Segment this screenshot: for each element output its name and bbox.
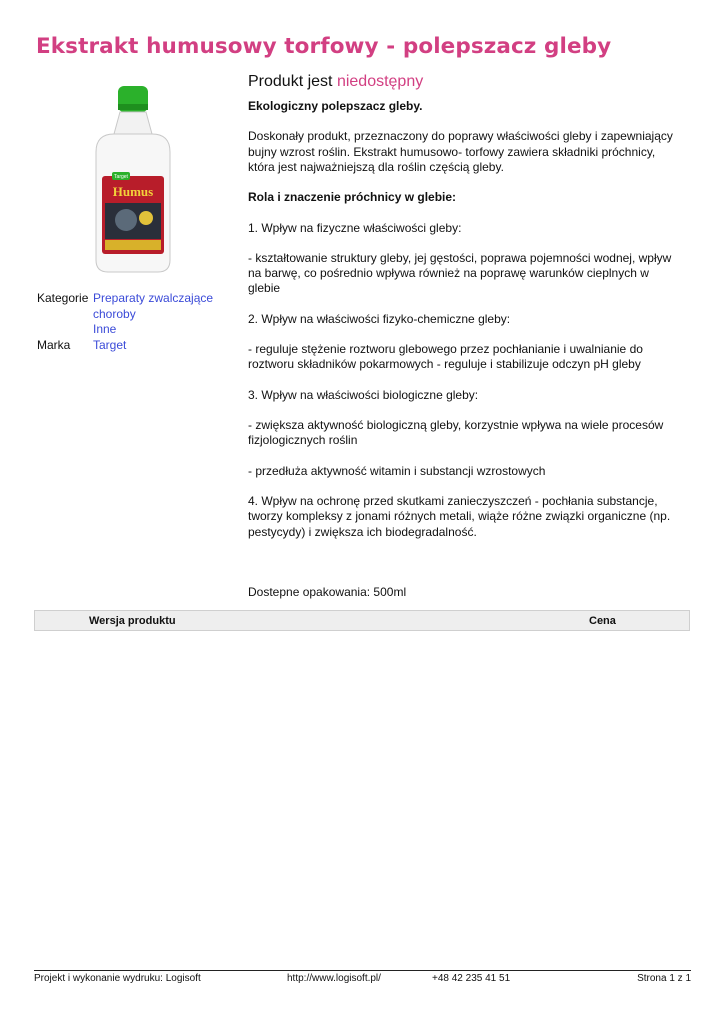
brand-badge-text: Target (114, 174, 128, 180)
description-paragraph: 4. Wpływ na ochronę przed skutkami zanieczyszczeń - pochłania substancje, tworzy kompleksy z jonami różnych metali, wiąże różne związki organiczne (np. pestycydy) i zwiększa ich biodegradalność. (248, 494, 671, 539)
description-paragraph: - zwiększa aktywność biologiczną gleby, korzystnie wpływa na wiele procesów fizjologicznych roślin (248, 418, 664, 448)
brand-label: Marka (37, 337, 71, 352)
bottle-illustration (82, 82, 182, 280)
category-link[interactable]: Inne (93, 322, 117, 336)
product-meta (37, 291, 213, 353)
footer-page-number: Strona 1 z 1 (637, 973, 691, 984)
footer-phone: +48 42 235 41 51 (432, 973, 511, 984)
category-label: Kategorie (37, 291, 89, 305)
product-description (248, 71, 693, 601)
description-paragraph: - reguluje stężenie roztworu glebowego przez pochłanianie i uwalnianie do roztworu składników pokarmowych - reguluje i stabilizuje odczyn pH gleby (248, 342, 643, 372)
page-footer (34, 970, 691, 987)
page-title: Ekstrakt humusowy torfowy - polepszacz gleby (36, 34, 612, 59)
brand-link[interactable]: Target (93, 337, 127, 352)
category-link[interactable]: choroby (93, 306, 136, 321)
description-intro: Ekologiczny polepszacz gleby. (248, 99, 423, 113)
footer-url[interactable]: http://www.logisoft.pl/ (287, 973, 381, 984)
product-image (82, 82, 182, 280)
description-heading: Rola i znaczenie próchnicy w glebie: (248, 190, 457, 205)
packaging-info: Dostepne opakowania: 500ml (248, 585, 407, 600)
versions-table-header (34, 610, 690, 631)
column-header-price: Cena (589, 615, 616, 627)
description-paragraph: 2. Wpływ na właściwości fizyko-chemiczne gleby: (248, 311, 511, 326)
brand-row (37, 338, 213, 354)
description-paragraph: - przedłuża aktywność witamin i substancji wzrostowych (248, 463, 546, 478)
bottle-label-text: Humus (112, 184, 154, 199)
availability (248, 71, 693, 93)
category-link[interactable]: Preparaty zwalczające (93, 291, 214, 305)
footer-credit: Projekt i wykonanie wydruku: Logisoft (34, 973, 201, 984)
description-paragraph: Doskonały produkt, przeznaczony do poprawy właściwości gleby i zapewniający bujny wzrost roślin. Ekstrakt humusowo- torfowy zawiera składniki próchnicy, która jest najważniejszą dla roślin częścią gleby. (248, 129, 673, 174)
category-row (37, 291, 213, 338)
description-paragraph: - kształtowanie struktury gleby, jej gęstości, poprawa pojemności wodnej, wpływ na barwę, co pośrednio wpływa również na poprawę warunków cieplnych w glebie (248, 250, 672, 296)
description-paragraph: 3. Wpływ na właściwości biologiczne gleby: (248, 387, 479, 402)
availability-status: niedostępny (336, 73, 424, 90)
availability-prefix: Produkt jest (248, 73, 333, 90)
description-paragraph: 1. Wpływ na fizyczne właściwości gleby: (248, 220, 462, 235)
column-header-version: Wersja produktu (89, 615, 176, 627)
